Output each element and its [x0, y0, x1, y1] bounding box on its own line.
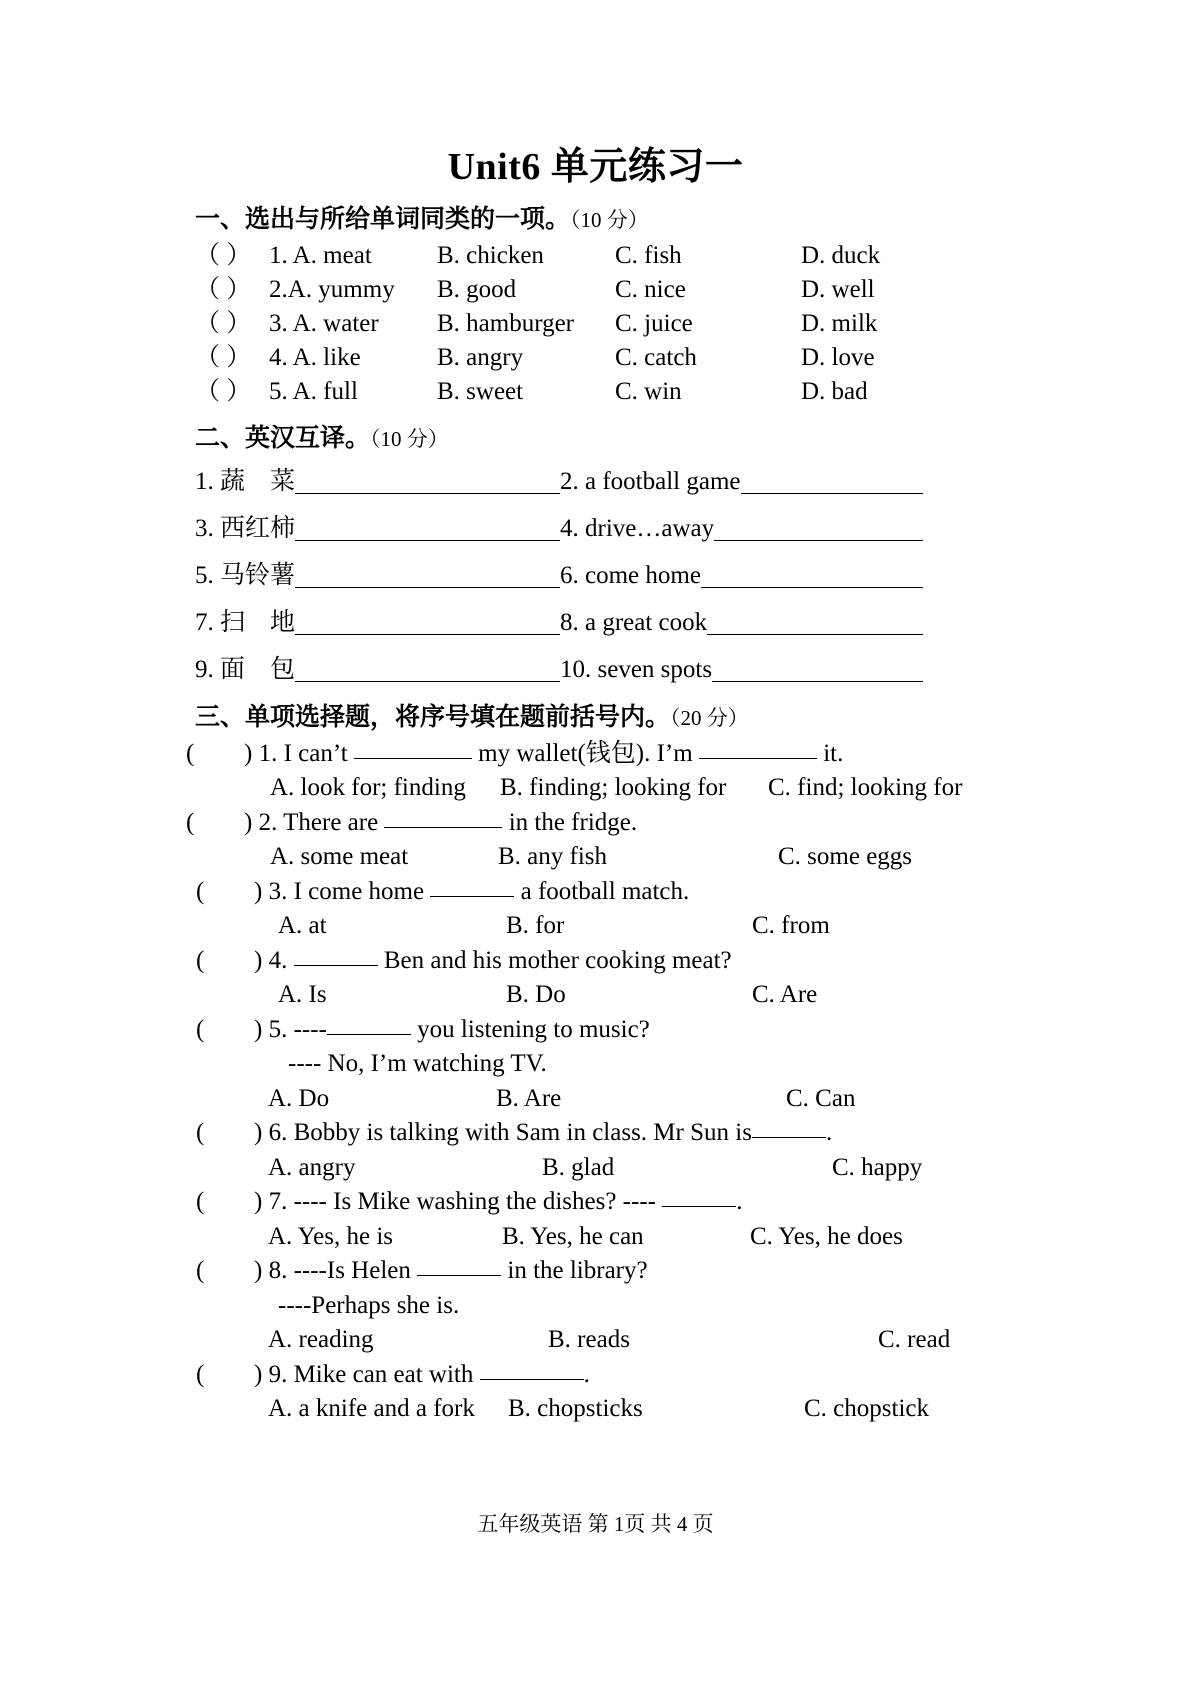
- question-stem: [186, 806, 1191, 841]
- table-row: [195, 239, 1191, 273]
- option-a[interactable]: A. some meat: [270, 843, 409, 871]
- question-stem: [196, 1013, 1191, 1048]
- option-d[interactable]: D. duck: [801, 242, 881, 270]
- question-text: ) 4.: [254, 946, 294, 974]
- question-stem: [196, 944, 1191, 979]
- translation-item-right: [560, 563, 923, 588]
- option-c[interactable]: C. find; looking for: [768, 774, 963, 802]
- translation-prompt: 6. come home: [560, 561, 701, 589]
- question-stem: [196, 1358, 1191, 1393]
- option-c[interactable]: C. juice: [615, 310, 693, 338]
- option-c[interactable]: C. from: [752, 912, 830, 940]
- section-3-heading-text: 三、单项选择题，将序号填在题前括号内。: [195, 702, 671, 731]
- table-row: [195, 307, 1191, 341]
- option-a[interactable]: A. at: [278, 912, 327, 940]
- answer-bracket[interactable]: (: [186, 808, 195, 836]
- answer-bracket[interactable]: (: [196, 946, 205, 974]
- question-text: ) 8. ----Is Helen: [254, 1257, 418, 1285]
- option-a[interactable]: A. Is: [278, 981, 327, 1009]
- answer-blank[interactable]: [294, 965, 378, 966]
- answer-blank[interactable]: [712, 659, 923, 682]
- option-row: [268, 1323, 1191, 1358]
- option-b[interactable]: B. Are: [496, 1084, 562, 1112]
- option-c[interactable]: C. nice: [615, 276, 686, 304]
- question-text-post: in the library?: [501, 1257, 648, 1285]
- option-a[interactable]: 5. A. full: [269, 378, 358, 406]
- option-row: [278, 978, 1191, 1013]
- option-c[interactable]: C. happy: [832, 1153, 923, 1181]
- answer-blank[interactable]: [701, 565, 923, 588]
- answer-blank[interactable]: [741, 471, 924, 494]
- table-row: [195, 341, 1191, 375]
- table-row: [195, 273, 1191, 307]
- answer-blank[interactable]: [295, 659, 560, 682]
- option-a[interactable]: 2.A. yummy: [269, 276, 395, 304]
- option-c[interactable]: C. Can: [786, 1084, 856, 1112]
- option-row: [270, 771, 1191, 806]
- answer-bracket[interactable]: (: [196, 1015, 205, 1043]
- question-text-post: you listening to music?: [410, 1015, 650, 1043]
- translation-row: [195, 516, 1191, 541]
- option-b[interactable]: B. for: [506, 912, 565, 940]
- translation-row: [195, 563, 1191, 588]
- section-2-points: （10 分）: [370, 427, 449, 452]
- question-text: ) 1. I can’t: [244, 739, 354, 767]
- option-d[interactable]: D. well: [801, 276, 875, 304]
- translation-item-left: [195, 610, 560, 635]
- option-b[interactable]: B. good: [437, 276, 517, 304]
- question-stem: [186, 737, 1191, 772]
- section-1-heading-text: 一、选出与所给单词同类的一项。: [195, 205, 571, 233]
- section-2-heading-text: 二、英汉互译。: [195, 424, 371, 453]
- answer-blank[interactable]: [295, 612, 560, 635]
- answer-blank[interactable]: [714, 518, 923, 541]
- section-2-heading: [195, 423, 1191, 454]
- option-row: [278, 909, 1191, 944]
- answer-blank[interactable]: [417, 1275, 501, 1276]
- translation-item-right: [560, 516, 923, 541]
- translation-item-right: [560, 469, 923, 494]
- section-3-points: （20 分）: [670, 705, 749, 730]
- option-b[interactable]: B. Yes, he can: [502, 1222, 644, 1250]
- answer-blank[interactable]: [662, 1206, 736, 1207]
- translation-prompt: 10. seven spots: [560, 655, 713, 683]
- translation-row: [195, 469, 1191, 494]
- section-1-heading: [195, 204, 1191, 235]
- translation-item-left: [195, 657, 560, 682]
- option-a[interactable]: A. reading: [268, 1326, 374, 1354]
- translation-prompt: 9. 面 包: [195, 655, 296, 683]
- translation-row: [195, 610, 1191, 635]
- translation-prompt: 5. 马铃薯: [195, 561, 296, 589]
- option-b[interactable]: B. any fish: [498, 843, 608, 871]
- question-stem: [196, 1254, 1191, 1289]
- answer-blank[interactable]: [707, 612, 923, 635]
- option-row: [270, 840, 1191, 875]
- answer-blank[interactable]: [295, 518, 560, 541]
- option-b[interactable]: B. sweet: [437, 378, 524, 406]
- translation-prompt: 3. 西红柿: [195, 514, 296, 542]
- option-c[interactable]: C. fish: [615, 242, 682, 270]
- option-a[interactable]: A. look for; finding: [270, 774, 466, 802]
- question-stem: [196, 1185, 1191, 1220]
- question-text-post: .: [583, 1360, 590, 1388]
- option-b[interactable]: B. Do: [506, 981, 566, 1009]
- question-stem: [196, 1116, 1191, 1151]
- answer-bracket[interactable]: (: [196, 1360, 205, 1388]
- translation-row: [195, 657, 1191, 682]
- option-c[interactable]: C. win: [615, 378, 682, 406]
- option-row: [268, 1392, 1191, 1427]
- answer-bracket[interactable]: （ ）: [195, 310, 252, 338]
- translation-prompt: 8. a great cook: [560, 608, 708, 636]
- answer-blank[interactable]: [295, 565, 560, 588]
- answer-blank[interactable]: [752, 1137, 826, 1138]
- answer-bracket[interactable]: (: [196, 1257, 205, 1285]
- answer-blank[interactable]: [480, 1379, 584, 1380]
- option-c[interactable]: C. read: [878, 1326, 951, 1354]
- answer-blank[interactable]: [327, 1034, 411, 1035]
- answer-blank[interactable]: [295, 471, 560, 494]
- answer-blank[interactable]: [699, 758, 817, 759]
- question-text: ) 3. I come home: [254, 877, 431, 905]
- answer-bracket[interactable]: (: [186, 739, 195, 767]
- question-text: ) 7. ---- Is Mike washing the dishes? ----: [254, 1188, 663, 1216]
- answer-blank[interactable]: [430, 896, 514, 897]
- option-d[interactable]: D. milk: [801, 310, 878, 338]
- option-b[interactable]: B. hamburger: [437, 310, 575, 338]
- option-c[interactable]: C. chopstick: [804, 1395, 929, 1423]
- answer-bracket[interactable]: (: [196, 1119, 205, 1147]
- option-a[interactable]: 3. A. water: [269, 310, 379, 338]
- option-d[interactable]: D. love: [801, 344, 875, 372]
- translation-prompt: 4. drive…away: [560, 514, 715, 542]
- question-continuation: ---- No, I’m watching TV.: [288, 1050, 547, 1078]
- question-text-post: .: [736, 1188, 743, 1216]
- question-continuation: ----Perhaps she is.: [278, 1291, 460, 1319]
- option-row: [268, 1220, 1191, 1255]
- translation-item-left: [195, 516, 560, 541]
- question-text: ) 2. There are: [244, 808, 385, 836]
- option-b[interactable]: B. glad: [542, 1153, 615, 1181]
- option-row: [268, 1082, 1191, 1117]
- answer-bracket[interactable]: （ ）: [195, 378, 252, 406]
- option-a[interactable]: A. Do: [268, 1084, 330, 1112]
- question-text: ) 9. Mike can eat with: [254, 1360, 480, 1388]
- translation-prompt: 7. 扫 地: [195, 608, 296, 636]
- question-stem: [196, 875, 1191, 910]
- question-text-post: in the fridge.: [502, 808, 638, 836]
- answer-bracket[interactable]: （ ）: [195, 276, 252, 304]
- translation-item-right: [560, 657, 923, 682]
- answer-bracket[interactable]: （ ）: [195, 242, 252, 270]
- translation-item-right: [560, 610, 923, 635]
- page-footer: 五年级英语 第 1页 共 4 页: [477, 1512, 714, 1536]
- option-a[interactable]: A. angry: [268, 1153, 356, 1181]
- option-a[interactable]: A. Yes, he is: [268, 1222, 394, 1250]
- question-text-mid: my wallet(钱包). I’m: [471, 739, 699, 767]
- section-1-points: （10 分）: [570, 208, 649, 232]
- option-c[interactable]: C. some eggs: [778, 843, 913, 871]
- option-c[interactable]: C. catch: [615, 344, 697, 372]
- translation-prompt: 2. a football game: [560, 467, 741, 495]
- answer-bracket[interactable]: (: [196, 877, 205, 905]
- question-text-post: a football match.: [514, 877, 690, 905]
- option-b[interactable]: B. angry: [437, 344, 524, 372]
- table-row: [195, 375, 1191, 409]
- translation-item-left: [195, 563, 560, 588]
- answer-blank[interactable]: [354, 758, 472, 759]
- option-b[interactable]: B. chopsticks: [508, 1395, 643, 1423]
- question-text-post: Ben and his mother cooking meat?: [377, 946, 732, 974]
- answer-blank[interactable]: [384, 827, 502, 828]
- option-b[interactable]: B. finding; looking for: [500, 774, 727, 802]
- question-text-post: .: [825, 1119, 833, 1147]
- question-text-post: it.: [816, 739, 844, 767]
- option-row: [268, 1151, 1191, 1186]
- answer-bracket[interactable]: (: [196, 1188, 205, 1216]
- option-c[interactable]: C. Yes, he does: [750, 1222, 903, 1250]
- option-b[interactable]: B. reads: [548, 1326, 630, 1354]
- option-d[interactable]: D. bad: [801, 378, 868, 406]
- translation-item-left: [195, 469, 560, 494]
- option-a[interactable]: 4. A. like: [269, 344, 361, 372]
- translation-prompt: 1. 蔬 菜: [195, 467, 296, 495]
- section-3-heading: [195, 702, 1191, 733]
- option-a[interactable]: A. a knife and a fork: [268, 1395, 475, 1423]
- question-text: ) 5. ----: [254, 1015, 327, 1043]
- option-c[interactable]: C. Are: [752, 981, 818, 1009]
- option-a[interactable]: 1. A. meat: [269, 242, 372, 270]
- option-b[interactable]: B. chicken: [437, 242, 544, 270]
- answer-bracket[interactable]: （ ）: [195, 344, 252, 372]
- question-text: ) 6. Bobby is talking with Sam in class. Mr Sun is: [254, 1119, 752, 1147]
- page-title: Unit6 单元练习一: [447, 146, 744, 188]
